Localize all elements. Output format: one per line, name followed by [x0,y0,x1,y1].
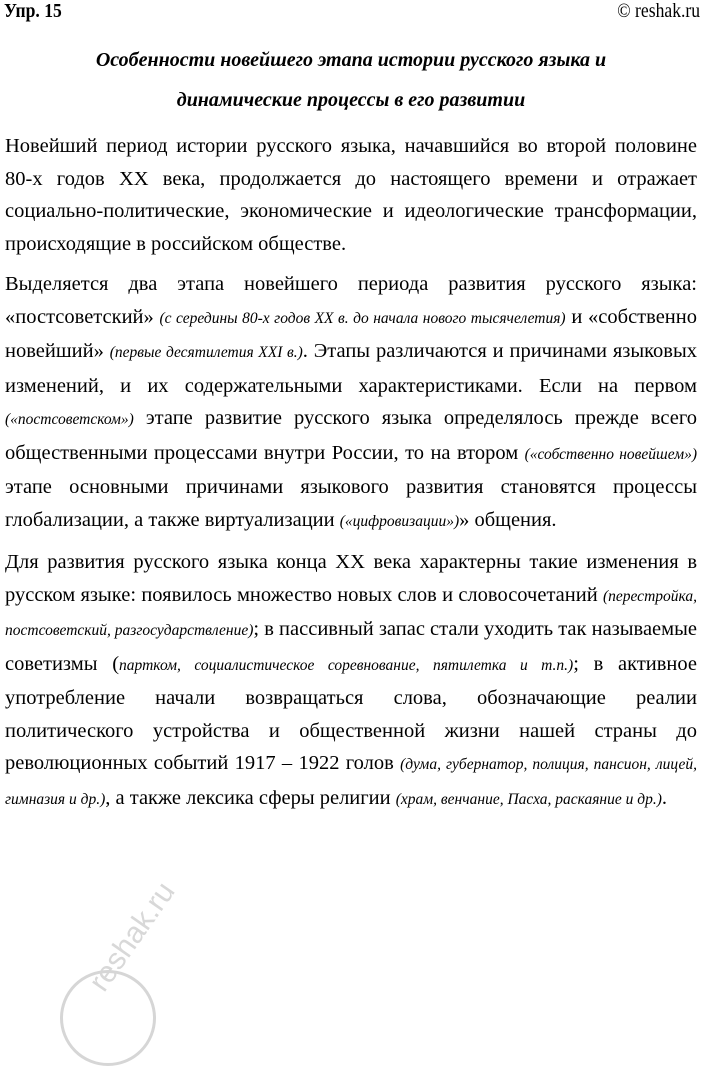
italic-note: («цифровизации») [339,512,460,530]
text-run: этапе развитие русского языка определялось прежде всего общественными процессами внутри России, то на втором [5,407,697,464]
text-run: ; в активное употребление начали возвращаться слова, обозначающие реалии политического устройства и общественной жизни нашей страны до революционных событий 1917 – 1922 голов [5,652,697,774]
text-run: этапе основными причинами языкового развития становятся процессы глобализации, а также виртуализации [5,476,697,531]
watermark-text: reshak.ru [82,876,182,998]
text-run: , а также лексика сферы религии [105,786,396,809]
italic-note: (дума, губернатор, полиция, пансион, лицей, гимназия и др.) [5,756,698,808]
copyright-circle-icon [60,970,156,1066]
watermark [40,876,190,1050]
paragraph-2 [5,268,697,538]
italic-note: (перестройка, постсоветский, разгосударствление) [5,587,697,639]
title-line-2: динамические процессы в его развитии [176,89,526,111]
italic-note: партком, социалистическое соревнование, пятилетка и т.п.) [119,656,574,674]
text-run: Выделяется два этапа новейшего периода развития русского языка: «постсоветский» [5,273,697,328]
italic-note: (первые десятилетия XXI в.) [109,344,303,361]
copyright-label: © reshak.ru [617,0,700,22]
paragraph-1: Новейший период истории русского языка, начавшийся во второй половине 80-х годов XX века, продолжается до настоящего времени и отражает социально-политические, экономические и идеологические трансформации, происходящие в российском обществе. [5,135,697,255]
text-run: . [661,786,668,809]
text-run: » общения. [459,508,557,531]
italic-note: («постсоветском») [5,411,134,428]
document-body [5,130,697,824]
italic-note: («собственно новейшем») [524,445,697,463]
italic-note: (с середины 80-х годов XX в. до начала нового тысячелетия) [159,309,566,327]
italic-note: (храм, венчание, Пасха, раскаяние и др.) [395,790,662,808]
title-line-1: Особенности новейшего этапа истории русского языка и [95,49,607,71]
text-run: ; в пассивный запас стали уходить так называемые советизмы ( [5,618,697,675]
text-run: Для развития русского языка конца XX века характерны такие изменения в русском языке: появилось множество новых слов и словосочетаний [5,551,697,606]
document-title [0,40,702,120]
text-run: и «собственно новейший» [5,305,697,362]
paragraph-3 [5,546,697,816]
exercise-number: Упр. 15 [4,0,62,22]
page-header [0,0,702,30]
text-run: . Этапы различаются и причинами языковых изменений, и их содержательными характеристиками. Если на первом [5,340,698,397]
